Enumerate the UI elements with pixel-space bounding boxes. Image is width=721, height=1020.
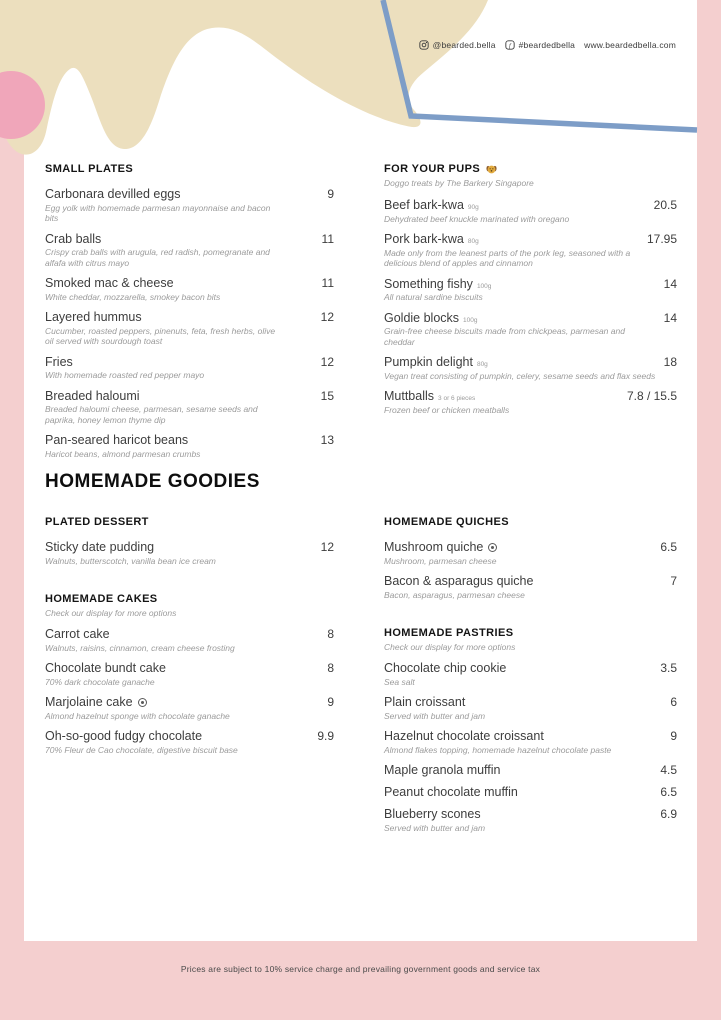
item-description: Frozen beef or chicken meatballs [384,404,510,415]
item-description: Haricot beans, almond parmesan crumbs [45,448,201,459]
item-price: 14 [663,276,677,291]
menu-item [384,807,677,833]
menu-item [384,540,677,566]
item-description: 70% Fleur de Cao chocolate, digestive biscuit base [45,744,238,755]
section-small-plates [45,163,334,467]
facebook-icon [505,40,515,50]
item-name: Mushroom quiche [384,540,484,554]
menu-item [384,785,677,799]
item-name: Bacon & asparagus quiche [384,574,534,588]
item-name: Chocolate chip cookie [384,661,507,675]
menu-item [45,695,334,721]
menu-item [45,232,334,269]
social-header [419,40,676,50]
section-title: HOMEMADE PASTRIES [384,627,514,639]
item-description: White cheddar, mozzarella, smokey bacon bits [45,291,221,302]
menu-item [384,661,677,687]
instagram-handle: @bearded.bella [432,40,496,50]
item-description: Almond flakes topping, homemade hazelnut chocolate paste [384,744,612,755]
dog-icon [486,164,497,175]
item-price: 11 [321,276,334,290]
section-subtitle: Doggo treats by The Barkery Singapore [384,178,534,188]
item-price: 15 [320,388,334,403]
item-note: 100g [463,316,478,324]
item-description: Breaded haloumi cheese, parmesan, sesame seeds and paprika, honey lemon thyme dip [45,404,258,425]
item-note: 90g [467,204,479,211]
item-price: 14 [663,310,677,325]
section-for-your-pups [384,163,677,423]
item-price: 9 [670,729,677,743]
item-price: 8 [327,661,334,675]
item-name: Fries [45,354,73,369]
item-price: 20.5 [653,198,677,212]
footer-band [0,941,721,1020]
goodies-heading: HOMEMADE GOODIES [45,471,260,492]
plated-dessert-items [45,540,334,566]
item-note: 100g [476,282,492,290]
item-name: Smoked mac & cheese [45,276,174,290]
item-note: 80g [476,361,488,368]
item-name: Crab balls [45,231,102,246]
item-price: 6.5 [660,540,677,554]
item-description: Walnuts, raisins, cinnamon, cream cheese frosting [45,642,235,653]
small-plates-items [45,187,334,459]
menu-item [45,389,334,426]
subsection-cakes [45,593,334,755]
item-name: Pan-seared haricot beans [45,433,189,447]
section-title: HOMEMADE CAKES [45,593,158,605]
website-text: www.beardedbella.com [584,40,676,50]
item-description: Made only from the leanest parts of the pork leg, seasoned with a delicious blend of apples and cinnamon [384,247,631,268]
menu-item [384,695,677,721]
item-price: 17.95 [646,232,677,246]
item-price: 7.8 / 15.5 [626,389,677,403]
item-description: Almond hazelnut sponge with chocolate ganache [45,710,230,721]
menu-item [384,389,677,415]
cream-blob [0,0,488,155]
item-name: Sticky date pudding [45,540,155,554]
item-price: 6.9 [660,807,677,821]
item-price: 18 [663,355,677,369]
item-name: Pork bark-kwa [384,232,464,246]
item-name: Oh-so-good fudgy chocolate [45,729,203,743]
item-name: Beef bark-kwa [384,198,464,212]
menu-item [45,433,334,459]
item-name: Pumpkin delight [384,355,473,369]
menu-item [45,661,334,687]
item-name: Goldie blocks [384,310,460,325]
dietary-circle-icon [138,698,147,707]
item-description: Served with butter and jam [384,710,486,721]
menu-item [384,763,677,777]
section-desserts-cakes [45,516,334,763]
menu-item [45,729,334,755]
item-description: Vegan treat consisting of pumpkin, celery, sesame seeds and flax seeds [384,370,656,381]
svg-text:f: f [508,42,511,50]
item-name: Carbonara devilled eggs [45,187,181,201]
right-pink-border [697,0,721,1020]
menu-item [384,355,677,381]
item-description: Cucumber, roasted peppers, pinenuts, feta, fresh herbs, olive oil served with sourdough toast [45,325,276,346]
item-price: 4.5 [660,763,677,777]
item-description: All natural sardine biscuits [384,292,483,302]
item-price: 13 [320,433,334,447]
menu-item [45,310,334,347]
item-price: 8 [327,627,334,641]
item-description: Grain-free cheese biscuits made from chickpeas, parmesan and cheddar [384,326,625,347]
item-price: 3.5 [660,661,677,675]
section-quiches-pastries [384,516,677,841]
pups-items [384,198,677,415]
item-name: Blueberry scones [384,807,481,821]
item-note: 3 or 6 pieces [438,395,476,402]
facebook-group [505,40,575,50]
item-note: 80g [467,238,479,245]
menu-item [384,574,677,600]
section-title: PLATED DESSERT [45,516,149,528]
item-description: With homemade roasted red pepper mayo [45,370,205,380]
item-price: 6 [670,695,677,709]
item-description: Walnuts, butterscotch, vanilla bean ice cream [45,555,216,566]
item-name: Something fishy [384,276,473,291]
menu-item [384,198,677,224]
item-description: Crispy crab balls with arugula, red radish, pomegranate and alfafa with citrus mayo [45,247,270,268]
section-title: FOR YOUR PUPS [384,163,481,175]
section-subtitle: Check our display for more options [384,642,516,652]
subsection-pastries [384,627,677,833]
item-name: Carrot cake [45,627,110,641]
item-name: Maple granola muffin [384,763,501,777]
item-name: Plain croissant [384,695,466,709]
item-price: 12 [320,354,334,369]
menu-item [45,276,334,302]
item-price: 11 [321,231,334,246]
item-description: Egg yolk with homemade parmesan mayonnaise and bacon bits [45,202,271,223]
item-name: Muttballs [384,389,435,403]
instagram-icon [419,40,429,50]
item-description: Dehydrated beef knuckle marinated with oregano [384,213,570,224]
section-subtitle: Check our display for more options [45,608,177,618]
menu-item [45,540,334,566]
footer-note: Prices are subject to 10% service charge and prevailing government goods and service tax [180,964,541,974]
menu-item [384,729,677,755]
quiches-items [384,540,677,600]
item-description: Mushroom, parmesan cheese [384,555,497,566]
item-price: 7 [670,574,677,588]
instagram-group [419,40,496,50]
item-price: 9.9 [317,729,334,743]
facebook-tag: #beardedbella [518,40,576,50]
item-price: 9 [327,187,334,201]
menu-item [45,187,334,224]
item-description: 70% dark chocolate ganache [45,676,155,687]
menu-item [45,627,334,653]
item-description: Sea salt [384,676,415,687]
item-description: Served with butter and jam [384,822,486,833]
menu-item [45,355,334,381]
item-name: Layered hummus [45,310,142,324]
menu-item [384,277,677,303]
item-price: 6.5 [660,785,677,799]
item-price: 9 [327,695,334,709]
section-title: SMALL PLATES [45,163,134,175]
item-name: Breaded haloumi [45,388,140,403]
item-name: Hazelnut chocolate croissant [384,729,544,743]
item-price: 12 [320,540,334,554]
menu-item [384,232,677,269]
menu-item [384,311,677,348]
cakes-items [45,627,334,755]
dietary-circle-icon [488,543,497,552]
item-price: 12 [320,310,334,324]
pastries-items [384,661,677,833]
item-name: Marjolaine cake [45,695,133,709]
section-title: HOMEMADE QUICHES [384,516,509,528]
item-name: Chocolate bundt cake [45,661,166,675]
item-name: Peanut chocolate muffin [384,785,518,799]
item-description: Bacon, asparagus, parmesan cheese [384,589,525,600]
